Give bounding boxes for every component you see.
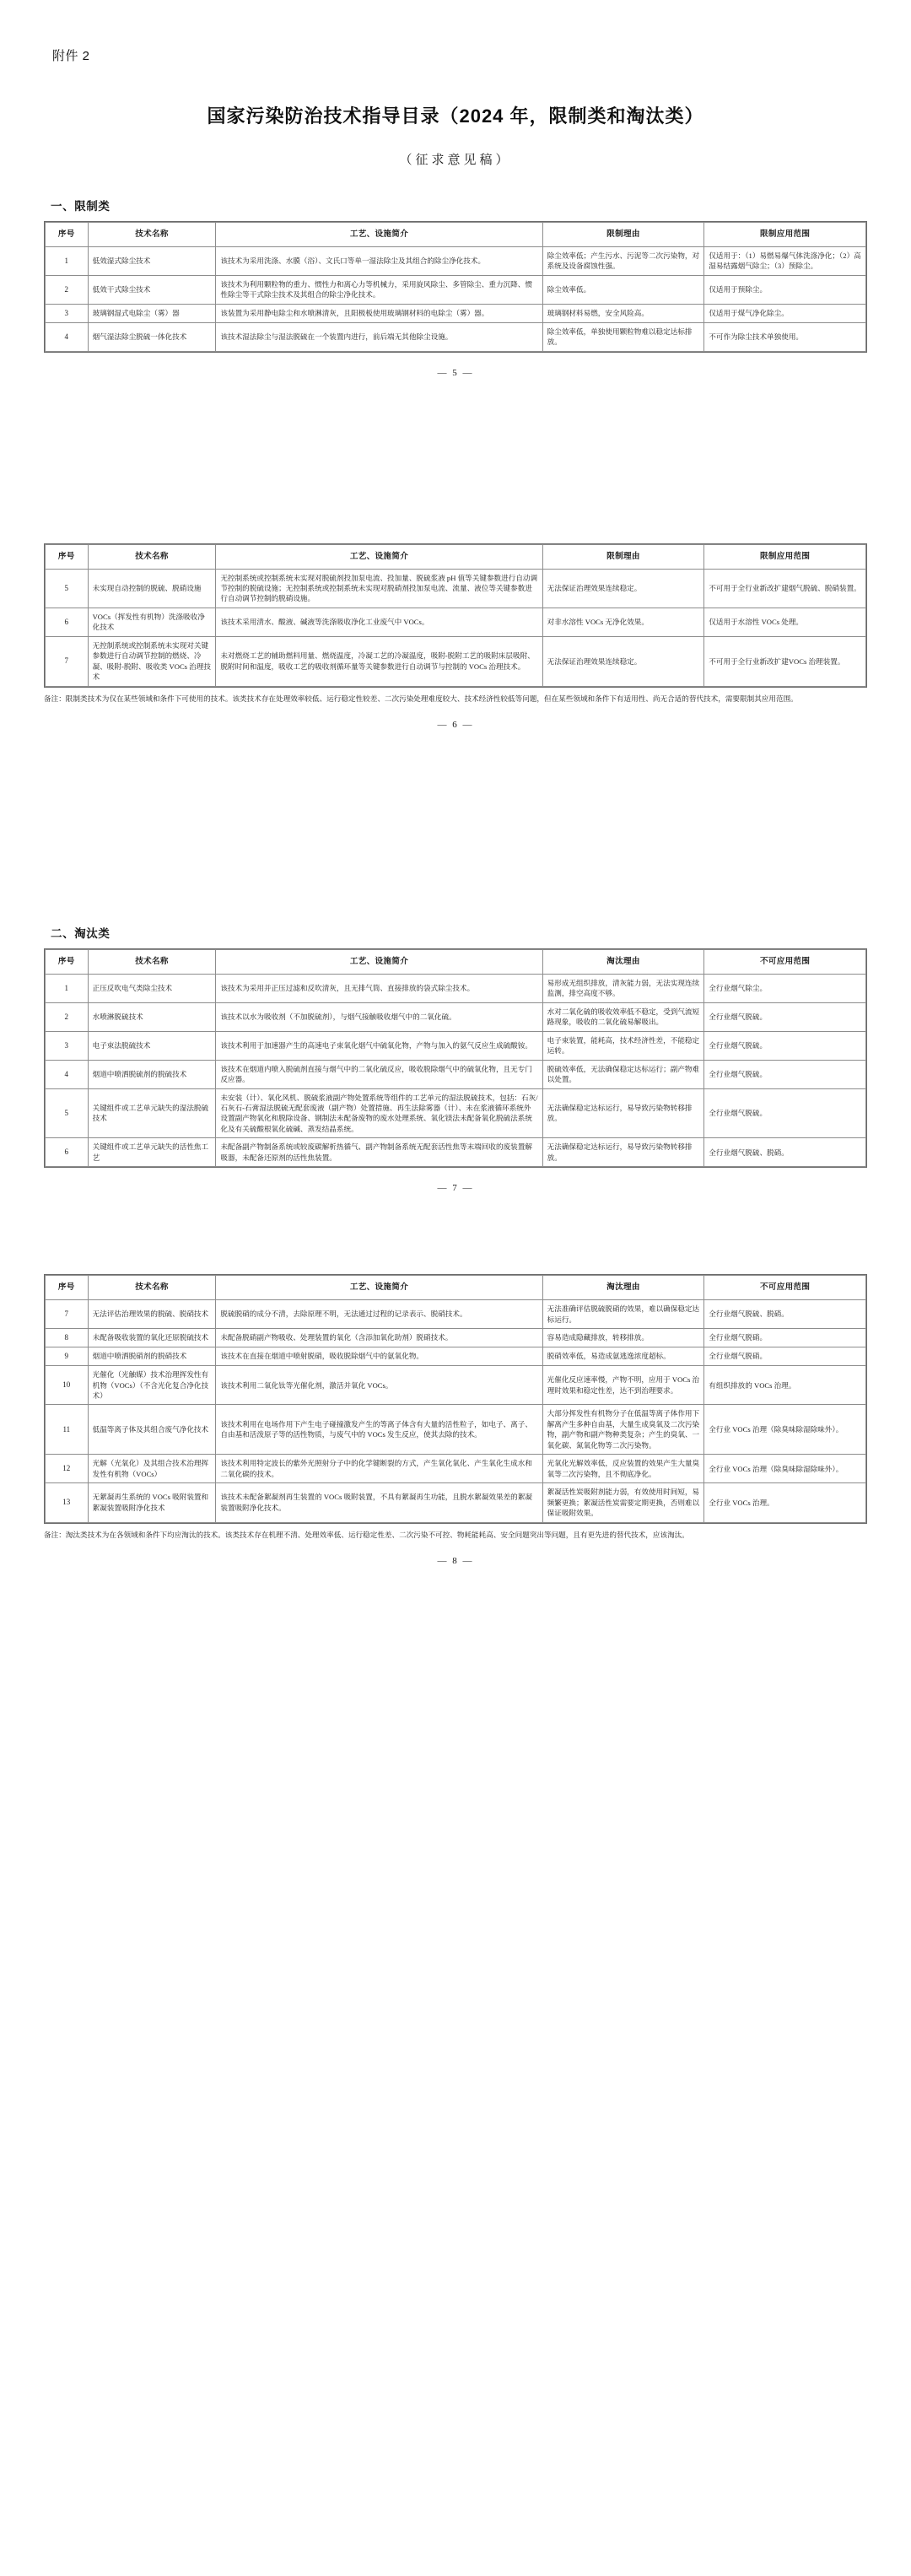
cell-name: 电子束法脱硫技术 — [88, 1031, 216, 1060]
cell-name: 关键组件或工艺单元缺失的活性焦工艺 — [88, 1138, 216, 1167]
cell-reason: 除尘效率低，单独使用颗粒物难以稳定达标排放。 — [542, 322, 704, 351]
table-row — [46, 1366, 866, 1405]
cell-reason: 无法准确评估脱硫脱硝的效果，难以确保稳定达标运行。 — [542, 1300, 704, 1329]
restricted-table-part1 — [45, 222, 866, 352]
sheet-page-6 — [0, 543, 911, 730]
cell-reason: 除尘效率低；产生污水、污泥等二次污染物，对系统及设备腐蚀性强。 — [542, 246, 704, 275]
col-header-scope: 不可应用范围 — [704, 1276, 866, 1300]
table-row — [46, 1347, 866, 1366]
cell-reason: 脱硫效率低，无法确保稳定达标运行；副产物难以处置。 — [542, 1060, 704, 1088]
page-title: 国家污染防治技术指导目录（2024 年，限制类和淘汰类） — [207, 105, 704, 127]
cell-name: 水喷淋脱硫技术 — [88, 1002, 216, 1031]
cell-reason: 光氧化光解效率低，反应装置的效果产生大量臭氧等二次污染物，且不彻底净化。 — [542, 1455, 704, 1483]
col-header-no: 序号 — [46, 544, 89, 569]
cell-reason: 无法保证治理效果连续稳定。 — [542, 569, 704, 608]
cell-no: 2 — [46, 1002, 89, 1031]
cell-reason: 脱硝效率低，易造成氨逃逸浓度超标。 — [542, 1347, 704, 1366]
cell-intro: 该技术为利用颗粒物的重力、惯性力和离心力等机械力，采用旋风除尘、多管除尘、重力沉降、惯性除尘等干式除尘技术及其组合的除尘净化技术。 — [216, 275, 542, 304]
restricted-table-part2 — [45, 544, 866, 687]
cell-scope: 全行业 VOCs 治理。 — [704, 1483, 866, 1522]
cell-reason: 玻璃钢材料易燃，安全风险高。 — [542, 304, 704, 322]
cell-name: 无控制系统或控制系统未实现对关键参数进行自动调节控制的燃烧、冷凝、吸附-脱附、吸收类 VOCs 治理技术 — [88, 636, 216, 686]
cell-intro: 该技术利用二氧化钛等光催化剂，激活并氧化 VOCs。 — [216, 1366, 542, 1405]
col-header-name: 技术名称 — [88, 223, 216, 247]
col-header-intro: 工艺、设施简介 — [216, 1276, 542, 1300]
col-header-scope: 不可应用范围 — [704, 949, 866, 974]
table-row — [46, 1405, 866, 1455]
cell-scope: 全行业烟气脱硝。 — [704, 1329, 866, 1347]
cell-scope: 仅适用于水溶性 VOCs 处理。 — [704, 608, 866, 636]
col-header-no: 序号 — [46, 1276, 89, 1300]
restricted-note: 备注：限制类技术为仅在某些领域和条件下可使用的技术。该类技术存在处理效率较低、运行稳定性较差、二次污染处理难度较大、技术经济性较低等问题，但在某些领域和条件下有适用性、尚无合适的替代技术，需要限制其应用范围。 — [44, 694, 798, 703]
cell-intro: 未配备副产物制备系统或较废碳解析热循气、副产物制备系统无配套活性焦等末端回收的废装置解吸器，未配备还原剂的活性焦装置。 — [216, 1138, 542, 1167]
sheet-page-5 — [0, 0, 911, 378]
cell-no: 4 — [46, 1060, 89, 1088]
cell-intro: 该技术利用特定波长的紫外光照射分子中的化学键断裂的方式，产生氧化氧化、产生氧化生成水和二氧化碳的技术。 — [216, 1455, 542, 1483]
cell-name: 光解（光氧化）及其组合技术治理挥发性有机物（VOCs） — [88, 1455, 216, 1483]
section-heading-eliminated: 二、淘汰类 — [51, 926, 111, 940]
cell-reason: 大部分挥发性有机物分子在低温等离子体作用下解离产生多种自由基，大量生成臭氧及二次污染物，副产物和副产物种类复杂；产生的臭氧、一氧化碳、氮氧化物等二次污染物。 — [542, 1405, 704, 1455]
table-header-row — [46, 223, 866, 247]
cell-no: 7 — [46, 1300, 89, 1329]
cell-no: 3 — [46, 304, 89, 322]
table-row — [46, 1455, 866, 1483]
cell-name: 玻璃钢湿式电除尘（雾）器 — [88, 304, 216, 322]
section-heading-restricted: 一、限制类 — [51, 200, 111, 213]
eliminated-note: 备注：淘汰类技术为在各领域和条件下均应淘汰的技术。该类技术存在机理不清、处理效率低、运行稳定性差、二次污染不可控、物耗能耗高、安全问题突出等问题，且有更先进的替代技术，应该淘汰。 — [44, 1530, 689, 1539]
cell-scope: 全行业烟气脱硫、脱硝。 — [704, 1138, 866, 1167]
cell-name: 低效湿式除尘技术 — [88, 246, 216, 275]
cell-name: 烟道中喷洒脱硫剂的脱硫技术 — [88, 1060, 216, 1088]
cell-name: 未配备吸收装置的氧化还原脱硫技术 — [88, 1329, 216, 1347]
col-header-reason: 限制理由 — [542, 223, 704, 247]
cell-scope: 全行业烟气脱硝。 — [704, 1347, 866, 1366]
cell-no: 1 — [46, 246, 89, 275]
cell-name: 烟气湿法除尘脱硫一体化技术 — [88, 322, 216, 351]
table-header-row — [46, 1276, 866, 1300]
eliminated-table-part1-wrapper — [44, 948, 867, 1168]
cell-name: 未实现自动控制的脱硫、脱硝设施 — [88, 569, 216, 608]
cell-intro: 无控制系统或控制系统未实现对脱硫剂投加泵电流、投加量、脱硫浆液 pH 值等关键参数进行自动调节控制的脱硫设施；无控制系统或控制系统未实现对脱硝剂投加泵电流、流量、液位等关键参数进行自动调节控制的脱硝设施。 — [216, 569, 542, 608]
table-header-row — [46, 949, 866, 974]
cell-no: 8 — [46, 1329, 89, 1347]
cell-reason: 无法确保稳定达标运行，易导致污染物转移排放。 — [542, 1138, 704, 1167]
cell-name: 烟道中喷洒脱硝剂的脱硝技术 — [88, 1347, 216, 1366]
cell-no: 12 — [46, 1455, 89, 1483]
cell-scope: 不可作为除尘技术单独使用。 — [704, 322, 866, 351]
table-row — [46, 1300, 866, 1329]
col-header-name: 技术名称 — [88, 1276, 216, 1300]
cell-scope: 全行业 VOCs 治理（除臭味除湿除味外）。 — [704, 1455, 866, 1483]
cell-name: 光催化（光触媒）技术治理挥发性有机物（VOCs）（不含光化复合净化技术） — [88, 1366, 216, 1405]
table-row — [46, 1031, 866, 1060]
table-row — [46, 246, 866, 275]
cell-name: 正压反吹电气类除尘技术 — [88, 974, 216, 1002]
table-row — [46, 608, 866, 636]
cell-no: 11 — [46, 1405, 89, 1455]
cell-scope: 有组织排放的 VOCs 治理。 — [704, 1366, 866, 1405]
cell-intro: 脱硫脱硝的成分不清，去除原理不明，无法通过过程的记录表示、脱硝技术。 — [216, 1300, 542, 1329]
cell-intro: 未对燃烧工艺的辅助燃料用量、燃烧温度，冷凝工艺的冷凝温度，吸附-脱附工艺的吸附床层吸附、脱附时间和温度，吸收工艺的吸收剂循环量等关键参数进行自动调节与控制的 VOCs 治理技术。 — [216, 636, 542, 686]
cell-intro: 该技术在烟道内喷入脱硫剂直接与烟气中的二氧化硫反应，吸收脱除烟气中的硫氧化物，且无专门反应器。 — [216, 1060, 542, 1088]
cell-no: 13 — [46, 1483, 89, 1522]
table-row — [46, 275, 866, 304]
attachment-label: 附件 2 — [52, 49, 90, 63]
table-row — [46, 569, 866, 608]
sheet-page-7 — [0, 924, 911, 1193]
table-row — [46, 1329, 866, 1347]
cell-reason: 除尘效率低。 — [542, 275, 704, 304]
cell-reason: 光催化反应速率慢，产物不明，应用于 VOCs 治理时效果和稳定性差，达不到治理要求。 — [542, 1366, 704, 1405]
col-header-scope: 限制应用范围 — [704, 223, 866, 247]
cell-scope: 全行业 VOCs 治理（除臭味除湿除味外）。 — [704, 1405, 866, 1455]
cell-intro: 该技术为采用洗涤、水膜（浴）、文氏口等单一湿法除尘及其组合的除尘净化技术。 — [216, 246, 542, 275]
cell-scope: 全行业烟气脱硫。 — [704, 1031, 866, 1060]
page-break-gap — [0, 1193, 911, 1274]
cell-no: 6 — [46, 1138, 89, 1167]
col-header-name: 技术名称 — [88, 949, 216, 974]
cell-reason: 对非水溶性 VOCs 无净化效果。 — [542, 608, 704, 636]
table-row — [46, 322, 866, 351]
page-break-gap — [0, 730, 911, 895]
cell-intro: 该装置为采用静电除尘和水喷淋清灰，且阳极板使用玻璃钢材料的电除尘（雾）器。 — [216, 304, 542, 322]
cell-scope: 不可用于全行业新改扩建烟气脱硫、脱硝装置。 — [704, 569, 866, 608]
cell-no: 1 — [46, 974, 89, 1002]
table-row — [46, 1060, 866, 1088]
cell-reason: 容易造成隐藏排放，转移排放。 — [542, 1329, 704, 1347]
cell-intro: 该技术采用清水、酸液、碱液等洗涤吸收净化工业废气中 VOCs。 — [216, 608, 542, 636]
cell-scope: 全行业烟气脱硫。 — [704, 1060, 866, 1088]
cell-name: 关键组件或工艺单元缺失的湿法脱硫技术 — [88, 1088, 216, 1138]
cell-scope: 仅适用于预除尘。 — [704, 275, 866, 304]
col-header-intro: 工艺、设施简介 — [216, 223, 542, 247]
col-header-no: 序号 — [46, 223, 89, 247]
cell-scope: 仅适用于：（1）易燃易爆气体洗涤净化；（2）高湿易结露烟气除尘；（3）预除尘。 — [704, 246, 866, 275]
cell-scope: 全行业烟气除尘。 — [704, 974, 866, 1002]
cell-reason: 易形成无组织排放，清灰能力弱，无法实现连续监测，排空高度不够。 — [542, 974, 704, 1002]
col-header-reason: 淘汰理由 — [542, 1276, 704, 1300]
eliminated-table-part2-wrapper — [44, 1274, 867, 1523]
cell-scope: 全行业烟气脱硫。 — [704, 1002, 866, 1031]
cell-intro: 该技术在直接在烟道中喷射脱硝，吸收脱除烟气中的氨氧化物。 — [216, 1347, 542, 1366]
page-number: — 8 — — [437, 1555, 474, 1566]
cell-no: 5 — [46, 569, 89, 608]
page-number: — 7 — — [437, 1183, 474, 1194]
col-header-intro: 工艺、设施简介 — [216, 949, 542, 974]
col-header-reason: 限制理由 — [542, 544, 704, 569]
table-row — [46, 974, 866, 1002]
cell-intro: 该技术利用于加速器产生的高速电子束氧化烟气中硫氧化物，产物与加入的氨气反应生成硫酸铵。 — [216, 1031, 542, 1060]
cell-scope: 全行业烟气脱硫、脱硝。 — [704, 1300, 866, 1329]
cell-intro: 该技术湿法除尘与湿法脱硫在一个装置内进行，前后端无其他除尘设施。 — [216, 322, 542, 351]
cell-intro: 未安装（计）、氧化风机、脱硫浆液副产物处置系统等组件的工艺单元的湿法脱硫技术，包括：石灰/石灰石-石膏湿法脱硫无配套废液（副产物）处置措施、再生法除雾器（计）、未在浆液循环系统外设置副产物氧化和脱除设备、钢制法未配备废物的废水处理系统、氧化镁法未配备氧化脱硫法系统化及有关硫酸根氧化硫碱、蒸发结晶系统。 — [216, 1088, 542, 1138]
cell-name: 低效干式除尘技术 — [88, 275, 216, 304]
table-row — [46, 1088, 866, 1138]
table-row — [46, 304, 866, 322]
table-row — [46, 1138, 866, 1167]
page-subtitle: （征求意见稿） — [399, 154, 512, 167]
cell-no: 9 — [46, 1347, 89, 1366]
cell-intro: 未配备脱硝副产物吸收、处理装置的氧化（含添加氧化助剂）脱硝技术。 — [216, 1329, 542, 1347]
eliminated-table-part2 — [45, 1275, 866, 1522]
col-header-name: 技术名称 — [88, 544, 216, 569]
cell-no: 10 — [46, 1366, 89, 1405]
col-header-intro: 工艺、设施简介 — [216, 544, 542, 569]
cell-intro: 该技术为采用并正压过滤和反吹清灰，且无排气筒、直接排放的袋式除尘技术。 — [216, 974, 542, 1002]
table-header-row — [46, 544, 866, 569]
cell-reason: 水对二氧化硫的吸收效率低不稳定，受到气流短路现象，吸收的二氧化硫易解吸出。 — [542, 1002, 704, 1031]
cell-name: 无絮凝再生系统的 VOCs 吸附装置和絮凝装置吸附净化技术 — [88, 1483, 216, 1522]
page-break-gap — [0, 378, 911, 543]
cell-reason: 无法保证治理效果连续稳定。 — [542, 636, 704, 686]
cell-scope: 全行业烟气脱硫。 — [704, 1088, 866, 1138]
cell-reason: 絮凝活性炭吸附剂能力弱，有效使用时间短，易频繁更换；絮凝活性炭需要定期更换，否则难以保证吸附效果。 — [542, 1483, 704, 1522]
restricted-table-part2-wrapper — [44, 543, 867, 688]
table-row — [46, 1002, 866, 1031]
table-row — [46, 636, 866, 686]
restricted-table-part1-wrapper — [44, 221, 867, 353]
cell-intro: 该技术未配备絮凝剂再生装置的 VOCs 吸附装置，不具有絮凝再生功能，且脱水絮凝效果差的絮凝装置吸附净化技术。 — [216, 1483, 542, 1522]
cell-name: VOCs（挥发性有机物）洗涤吸收净化技术 — [88, 608, 216, 636]
cell-name: 无法评估治理效果的脱硫、脱硝技术 — [88, 1300, 216, 1329]
eliminated-table-part1 — [45, 949, 866, 1167]
page-number: — 6 — — [437, 719, 474, 730]
cell-no: 2 — [46, 275, 89, 304]
cell-no: 6 — [46, 608, 89, 636]
cell-intro: 该技术利用在电场作用下产生电子碰撞激发产生的等离子体含有大量的活性粒子，如电子、离子、自由基和活泼原子等的活性物质，与废气中的 VOCs 发生反应，使其去除的技术。 — [216, 1405, 542, 1455]
cell-no: 7 — [46, 636, 89, 686]
col-header-scope: 限制应用范围 — [704, 544, 866, 569]
cell-no: 5 — [46, 1088, 89, 1138]
cell-name: 低温等离子体及其组合废气净化技术 — [88, 1405, 216, 1455]
cell-intro: 该技术以水为吸收剂（不加脱硫剂），与烟气接触吸收烟气中的二氧化硫。 — [216, 1002, 542, 1031]
sheet-page-8 — [0, 1274, 911, 1566]
cell-reason: 无法确保稳定达标运行，易导致污染物转移排放。 — [542, 1088, 704, 1138]
page-number: — 5 — — [437, 367, 474, 378]
cell-no: 4 — [46, 322, 89, 351]
table-row — [46, 1483, 866, 1522]
cell-scope: 仅适用于煤气净化除尘。 — [704, 304, 866, 322]
cell-no: 3 — [46, 1031, 89, 1060]
cell-reason: 电子束装置，能耗高，技术经济性差，不能稳定运转。 — [542, 1031, 704, 1060]
cell-scope: 不可用于全行业新改扩建VOCs 治理装置。 — [704, 636, 866, 686]
col-header-no: 序号 — [46, 949, 89, 974]
col-header-reason: 淘汰理由 — [542, 949, 704, 974]
